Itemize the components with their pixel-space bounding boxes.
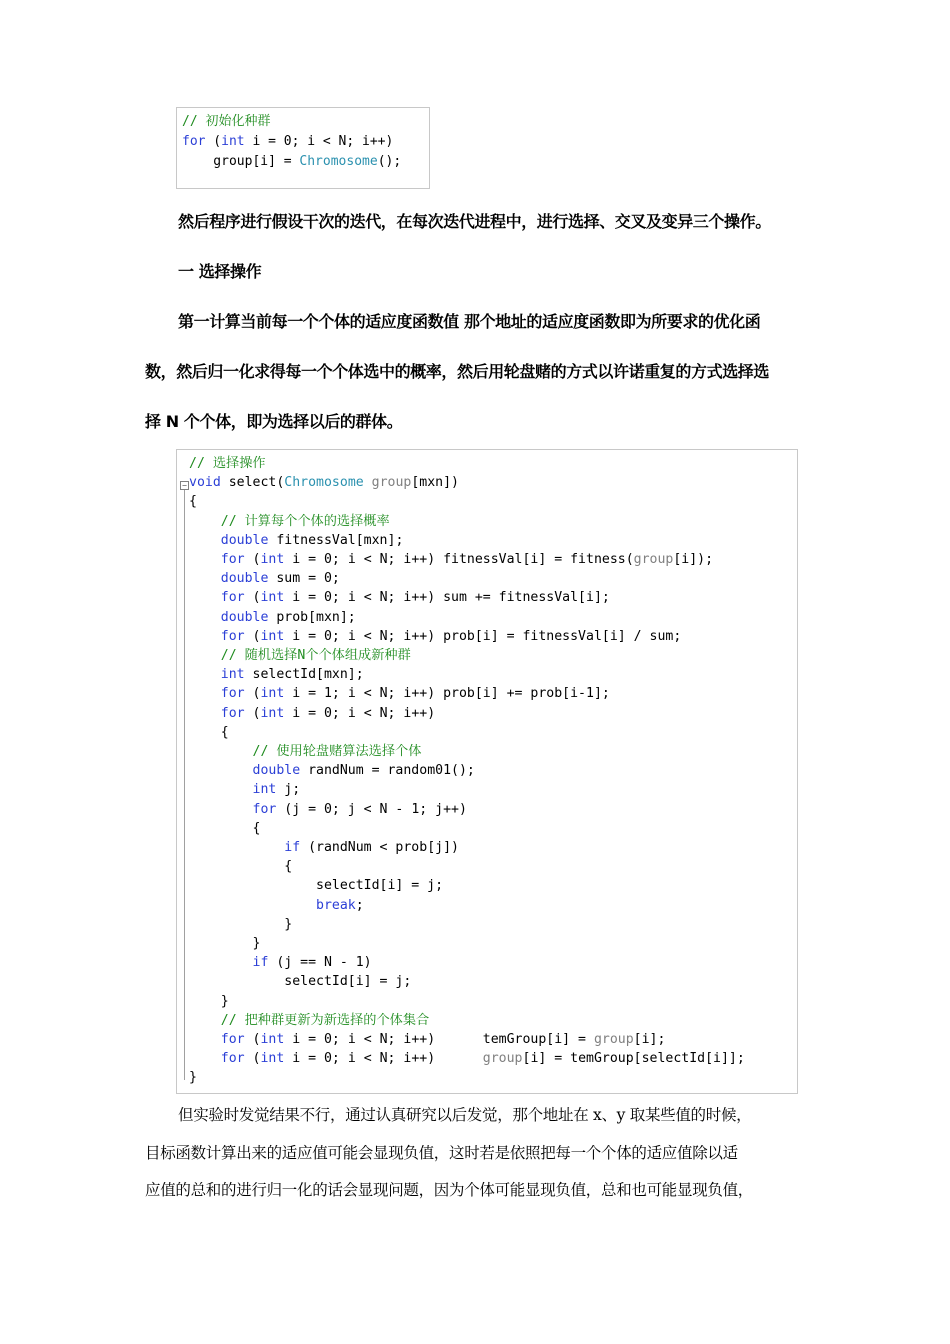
code-line <box>189 704 435 723</box>
code-token: ( <box>244 686 261 702</box>
code-token: // 随机选择N个个体组成新种群 <box>189 648 411 663</box>
code-token: i = 0; i < N; i++) sum += fitnessVal[i]; <box>284 590 610 606</box>
code-token: i = 0; i < N; i++) fitnessVal[i] = fitness( <box>284 552 634 567</box>
code-token: for <box>189 1032 245 1047</box>
code-token: // 计算每个个体的选择概率 <box>189 513 390 529</box>
code-token: } <box>189 916 293 932</box>
code-token: selectId[i] = j; <box>189 878 444 894</box>
code-line <box>189 473 459 492</box>
code-token: ( <box>244 552 261 567</box>
code-block-select-function <box>176 449 798 1094</box>
code-line <box>189 684 610 703</box>
code-token: int <box>260 590 285 606</box>
code-line <box>189 1068 197 1087</box>
code-token: ( <box>244 590 261 606</box>
code-line <box>189 512 390 531</box>
code-token: { <box>189 494 197 510</box>
code-line <box>189 953 372 972</box>
code-line <box>189 627 681 646</box>
code-token: { <box>189 724 229 740</box>
code-token: ( <box>244 705 261 721</box>
code-token: randNum = random01(); <box>300 763 475 779</box>
code-line <box>189 742 421 761</box>
code-token: int <box>260 552 285 567</box>
code-line <box>182 112 270 132</box>
code-line <box>189 588 610 607</box>
code-token: ( <box>244 1051 261 1067</box>
code-token: [i]; <box>633 1032 666 1047</box>
code-token: double <box>189 532 269 548</box>
code-token: selectId[mxn]; <box>244 667 364 683</box>
code-token: if <box>189 955 269 971</box>
code-token: (j == N - 1) <box>268 955 372 971</box>
code-token: i = 0; i < N; i++) <box>284 705 436 721</box>
code-token: group <box>482 1051 523 1067</box>
code-token: int <box>260 705 285 721</box>
code-token: sum = 0; <box>268 571 340 587</box>
code-token <box>364 475 372 490</box>
code-token: for <box>189 628 245 644</box>
code-token: [i]); <box>673 552 714 567</box>
code-token: for <box>189 705 245 721</box>
code-line <box>189 569 340 588</box>
code-line <box>189 876 443 895</box>
code-token: } <box>189 993 229 1009</box>
code-token: { <box>189 820 261 836</box>
code-line <box>182 152 401 172</box>
code-line <box>189 972 411 991</box>
code-token: for <box>189 686 245 702</box>
code-line <box>189 492 197 511</box>
code-token: double <box>189 609 269 625</box>
code-token: int <box>260 1051 285 1067</box>
code-line <box>189 819 260 838</box>
code-token: i = 0; i < N; i++) prob[i] = fitnessVal[i] / sum; <box>284 628 682 644</box>
code-token: } <box>189 1070 197 1086</box>
code-line <box>189 780 300 799</box>
code-token: int <box>260 686 285 702</box>
code-token: for <box>189 552 245 567</box>
paragraph-experiment-line-3: 应值的总和的进行归一化的话会显现问题，因为个体可能显现负值，总和也可能显现负值， <box>145 1181 754 1199</box>
code-line <box>189 1030 665 1049</box>
code-token: int <box>189 667 245 683</box>
code-token: ; <box>355 897 364 913</box>
code-token: double <box>189 571 269 587</box>
code-token: if <box>189 840 301 855</box>
code-token: select( <box>220 475 285 491</box>
code-line <box>189 896 364 915</box>
paragraph-select-line-3: 择 N 个个体，即为选择以后的群体。 <box>145 412 403 431</box>
code-token: i = 0; i < N; i++) temGroup[i] = <box>284 1032 594 1047</box>
code-token: [i] = temGroup[selectId[i]]; <box>522 1051 745 1067</box>
code-token: // 把种群更新为新选择的个体集合 <box>189 1012 430 1028</box>
code-line <box>189 800 467 819</box>
code-token: j; <box>276 782 301 798</box>
code-line <box>189 915 292 934</box>
code-token: } <box>189 936 261 951</box>
paragraph-select-line-1: 第一计算当前每一个个体的适应度函数值 那个地址的适应度函数即为所要求的优化函 <box>178 312 761 331</box>
code-token: Chromosome <box>299 154 378 169</box>
code-token: (j = 0; j < N - 1; j++) <box>276 801 467 817</box>
code-line <box>189 934 260 953</box>
collapse-toggle-icon[interactable]: − <box>180 481 189 490</box>
code-line <box>189 723 229 742</box>
code-token: group <box>371 475 412 491</box>
code-token: i = 1; i < N; i++) prob[i] += prob[i-1]; <box>284 686 610 702</box>
code-token: group <box>593 1032 634 1047</box>
code-token: // 使用轮盘赌算法选择个体 <box>189 744 422 759</box>
code-token: int <box>189 782 277 798</box>
code-block-init-population <box>176 107 430 189</box>
code-line <box>189 608 356 627</box>
code-token: int <box>260 628 285 644</box>
code-token: Chromosome <box>284 475 364 491</box>
code-token: ( <box>244 1032 261 1047</box>
code-token: double <box>189 763 301 779</box>
code-token: for <box>189 1051 245 1067</box>
code-line <box>189 857 292 876</box>
code-token: int <box>221 134 245 149</box>
code-token: prob[mxn]; <box>268 609 356 625</box>
code-token: group <box>633 552 674 567</box>
code-token: group[i] = <box>182 154 300 169</box>
code-token: { <box>189 859 293 875</box>
code-token: i = 0; i < N; i++) <box>244 134 394 149</box>
code-line <box>189 838 459 857</box>
code-token: fitnessVal[mxn]; <box>268 532 404 548</box>
code-line <box>182 132 393 152</box>
code-token: ( <box>205 134 222 149</box>
code-line <box>189 992 229 1011</box>
paragraph-iteration-intro: 然后程序进行假设干次的迭代，在每次迭代进程中，进行选择、交叉及变异三个操作。 <box>178 212 771 231</box>
code-token: for <box>189 590 245 606</box>
code-line <box>189 665 364 684</box>
code-token: selectId[i] = j; <box>189 974 412 990</box>
code-token: // 选择操作 <box>189 456 266 471</box>
code-token: ( <box>244 628 261 644</box>
code-line <box>189 550 713 569</box>
code-token: for <box>189 801 277 817</box>
code-token: // 初始化种群 <box>182 114 271 129</box>
section-heading-select: 一 选择操作 <box>178 262 262 281</box>
code-line <box>189 1049 745 1068</box>
fold-gutter-line <box>184 490 185 1080</box>
code-token: (); <box>377 154 402 169</box>
code-line <box>189 761 475 780</box>
code-token: void <box>189 475 221 491</box>
code-token: (randNum < prob[j]) <box>300 840 459 855</box>
code-token: for <box>182 134 206 149</box>
code-line <box>189 454 266 473</box>
paragraph-experiment-line-1: 但实验时发觉结果不行，通过认真研究以后发觉，那个地址在 x、y 取某些值的时候， <box>178 1106 752 1124</box>
code-line <box>189 1011 429 1030</box>
code-line <box>189 646 411 665</box>
paragraph-experiment-line-2: 目标函数计算出来的适应值可能会显现负值，这时若是依照把每一个个体的适应值除以适 <box>145 1144 738 1162</box>
code-token: break <box>189 897 356 913</box>
code-token: [mxn]) <box>411 475 459 491</box>
code-token: int <box>260 1032 285 1047</box>
paragraph-select-line-2: 数，然后归一化求得每一个个体选中的概率，然后用轮盘赌的方式以许诺重复的方式选择选 <box>145 362 770 381</box>
code-line <box>189 531 403 550</box>
code-token: i = 0; i < N; i++) <box>284 1051 483 1067</box>
